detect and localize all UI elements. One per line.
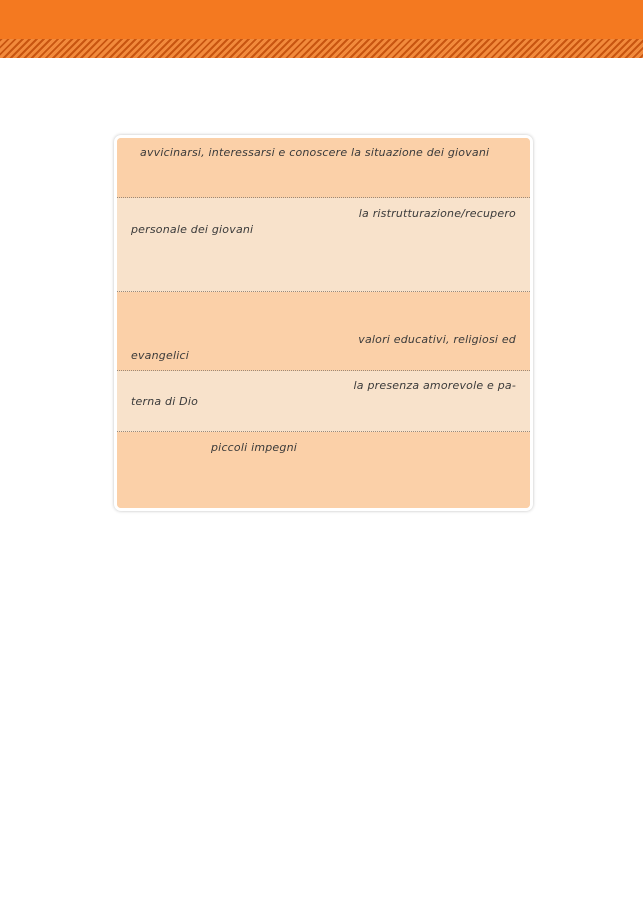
row-text: avvicinarsi, interessarsi e conoscere la situazione dei giovani — [140, 146, 490, 159]
row-text-continued: personale dei giovani — [131, 223, 254, 236]
row-text: la ristrutturazione/recupero — [358, 207, 516, 220]
card-row — [117, 198, 530, 292]
text-card — [114, 135, 533, 511]
header-stripe — [0, 39, 643, 58]
card-row — [117, 138, 530, 198]
header-bar — [0, 0, 643, 39]
card-row — [117, 371, 530, 432]
row-text-continued: terna di Dio — [131, 395, 199, 408]
card-row — [117, 292, 530, 371]
row-text: piccoli impegni — [211, 441, 298, 454]
row-text-continued: evangelici — [131, 349, 189, 362]
row-text: la presenza amorevole e pa- — [353, 379, 516, 392]
row-text: valori educativi, religiosi ed — [358, 333, 516, 346]
card-row — [117, 432, 530, 508]
